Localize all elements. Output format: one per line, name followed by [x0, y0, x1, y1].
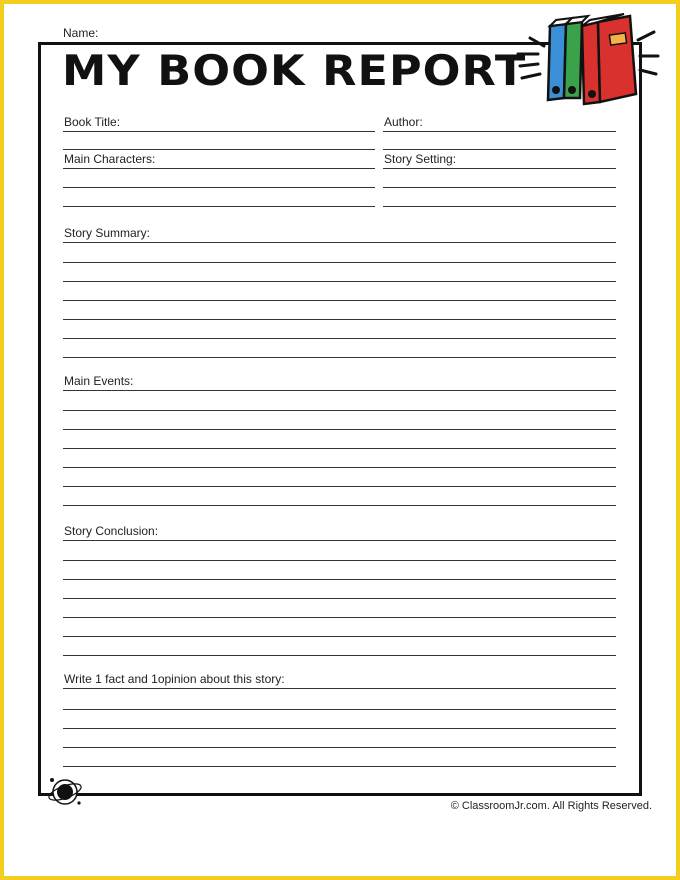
- story-conclusion-line[interactable]: [63, 617, 616, 618]
- main-events-label: Main Events:: [64, 374, 134, 388]
- story-summary-field[interactable]: [63, 225, 616, 243]
- fact-opinion-line[interactable]: [63, 709, 616, 710]
- name-label: Name:: [63, 26, 99, 40]
- main-events-line[interactable]: [63, 410, 616, 411]
- story-summary-line[interactable]: [63, 319, 616, 320]
- page-title: MY BOOK REPORT: [62, 46, 527, 95]
- fact-opinion-field[interactable]: [63, 671, 616, 689]
- main-events-line[interactable]: [63, 429, 616, 430]
- story-setting-field[interactable]: [383, 151, 616, 169]
- story-conclusion-line[interactable]: [63, 598, 616, 599]
- story-conclusion-line[interactable]: [63, 560, 616, 561]
- main-events-line[interactable]: [63, 467, 616, 468]
- main-characters-label: Main Characters:: [64, 152, 156, 166]
- story-setting-line[interactable]: [383, 206, 616, 207]
- story-summary-line[interactable]: [63, 357, 616, 358]
- fact-opinion-line[interactable]: [63, 766, 616, 767]
- book-title-line[interactable]: [63, 149, 375, 150]
- author-line[interactable]: [383, 149, 616, 150]
- story-summary-line[interactable]: [63, 262, 616, 263]
- fact-opinion-line[interactable]: [63, 747, 616, 748]
- main-events-line[interactable]: [63, 505, 616, 506]
- story-conclusion-line[interactable]: [63, 655, 616, 656]
- story-conclusion-label: Story Conclusion:: [64, 524, 159, 538]
- story-summary-line[interactable]: [63, 300, 616, 301]
- main-events-line[interactable]: [63, 486, 616, 487]
- story-conclusion-line[interactable]: [63, 636, 616, 637]
- main-characters-field[interactable]: [63, 151, 375, 169]
- story-summary-label: Story Summary:: [64, 226, 151, 240]
- planet-logo-icon: [46, 772, 84, 810]
- story-setting-line[interactable]: [383, 187, 616, 188]
- story-conclusion-line[interactable]: [63, 579, 616, 580]
- copyright-text: © ClassroomJr.com. All Rights Reserved.: [450, 800, 652, 812]
- main-characters-line[interactable]: [63, 187, 375, 188]
- author-field[interactable]: [383, 114, 616, 132]
- book-title-label: Book Title:: [64, 115, 121, 129]
- book-title-field[interactable]: [63, 114, 375, 132]
- author-label: Author:: [384, 115, 423, 129]
- books-icon: [512, 12, 662, 110]
- story-setting-label: Story Setting:: [384, 152, 457, 166]
- main-events-line[interactable]: [63, 448, 616, 449]
- story-summary-line[interactable]: [63, 281, 616, 282]
- main-characters-line[interactable]: [63, 206, 375, 207]
- story-conclusion-field[interactable]: [63, 523, 616, 541]
- fact-opinion-line[interactable]: [63, 728, 616, 729]
- story-summary-line[interactable]: [63, 338, 616, 339]
- fact-opinion-label: Write 1 fact and 1opinion about this story:: [64, 672, 285, 686]
- main-events-field[interactable]: [63, 373, 616, 391]
